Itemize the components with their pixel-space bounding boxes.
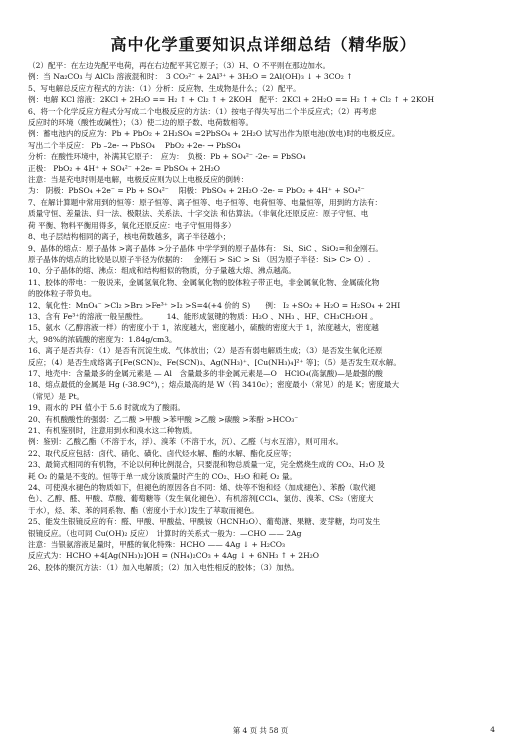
text-line: 22、取代反应包括：卤代、硝化、磺化、卤代烃水解、酯的水解、酯化反应等； (28, 448, 296, 458)
text-line: 17、地壳中：含量最多的金属元素是 — Al 含量最多的非金属元素是—O HClO₄(高氯酸)—是最强的酸 (28, 368, 383, 378)
text-line: 23、最简式相同的有机物，不论以何种比例混合，只要混和物总质量一定，完全燃烧生成的 CO₂、H₂O 及 (28, 460, 385, 470)
text-line: 色）、乙醇、醛、甲酸、草酸、葡萄糖等（发生氧化褪色）、有机溶剂[CCl₄、氯仿、溴苯、CS₂（密度大 (28, 494, 374, 504)
text-line: 21、有机鉴别时，注意用到水和溴水这二种物质。 (28, 426, 198, 435)
text-line: 注意：当银氨溶液足量时，甲醛的氧化特殊：HCHO —— 4Ag ↓ + H₂CO₃ (28, 540, 286, 550)
text-line: 反应时的环境（酸性或碱性）；（3）使二边的原子数、电荷数相等。 (28, 118, 254, 128)
text-line: 耗 O₂ 的量是不变的。恒等于单一成分该质量时产生的 CO₂、H₂O 和耗 O₂ 量。 (28, 471, 298, 481)
text-line: 大，98%的浓硫酸的密度为：1.84g/cm3。 (28, 334, 177, 344)
text-line: 16、离子是否共存：（1）是否有沉淀生成、气体放出；（2）是否有弱电解质生成；（3）是否发生氧化还原 (28, 346, 383, 356)
text-line: 11、胶体的带电：一般说来，金属氢氧化物、金属氧化物的胶体粒子带正电，非金属氧化物、金属硫化物 (28, 277, 380, 287)
text-line: 例：当 Na₂CO₃ 与 AlCl₃ 溶液混和时： 3 CO₃²⁻ + 2Al³⁺ + 3H₂O = 2Al(OH)₃ ↓ + 3CO₂ ↑ (28, 72, 353, 82)
text-line: 10、分子晶体的熔、沸点：组成和结构相似的物质，分子量越大熔、沸点越高。 (28, 266, 296, 276)
text-line: （2）配平：在左边先配平电荷，再在右边配平其它原子；（3）H、O 不平则在那边加水。 (28, 61, 331, 70)
text-line: 19、雨水的 PH 值小于 5.6 时就成为了酸雨。 (28, 403, 186, 413)
page-title: 高中化学重要知识点详细总结（精华版） (110, 35, 417, 54)
text-line: 写出二个半反应： Pb –2e- → PbSO₄ PbO₂ +2e- → PbSO₄ (28, 140, 241, 150)
page-footer: 第 4 页 共 58 页 (232, 726, 289, 735)
text-line: 5、写电解总反应方程式的方法：（1）分析：反应物、生成物是什么；（2）配平。 (28, 83, 301, 93)
text-line: 例：蓄电池内的反应为：Pb + PbO₂ + 2H₂SO₄ =2PbSO₄ + 2H₂O 试写出作为原电池(放电)时的电极反应。 (28, 129, 400, 139)
text-line: 18、熔点最低的金属是 Hg (-38.9C°)，；熔点最高的是 W（钨 3410c）；密度最小（常见）的是 K；密度最大 (28, 380, 400, 390)
page-number: 4 (490, 725, 495, 734)
text-line: 质量守恒、差量法、归一法、极限法、关系法、十字交法 和估算法。（非氧化还原反应：原子守恒、电 (28, 209, 369, 219)
text-line: 原子晶体的熔点的比较是以原子半径为依据的： 金刚石 > SiC > Si （因为原子半径：Si> C> O）. (28, 254, 371, 264)
text-line: （常见）是 Pt。 (28, 391, 85, 401)
text-line: 25、能发生银镜反应的有：醛、甲酸、甲酸盐、甲酰铵（HCNH₂O）、葡萄溏、果糖、麦芽糖，均可发生 (28, 517, 381, 527)
text-line: 9、晶体的熔点：原子晶体 >离子晶体 >分子晶体 中学学到的原子晶体有： Si、SiC 、SiO₂=和金刚石。 (28, 243, 383, 253)
text-line: 7、在解计算题中常用到的恒等：原子恒等、离子恒等、电子恒等、电荷恒等、电量恒等，用到的方法有： (28, 197, 383, 207)
text-line: 例：鉴别：乙酸乙酯（不溶于水，浮）、溴苯（不溶于水，沉）、乙醛（与水互溶），则可用水。 (28, 437, 344, 447)
text-line: 为： 阴极：PbSO₄ +2e⁻ = Pb + SO₄²⁻ 阳极：PbSO₄ + 2H₂O -2e- = PbO₂ + 4H⁺ + SO₄²⁻ (28, 186, 365, 196)
text-line: 20、有机酸酸性的强弱：乙二酸 >甲酸 >苯甲酸 >乙酸 >碳酸 >苯酚 >HCO₃⁻ (28, 414, 299, 424)
text-line: 6、将一个化学反应方程式分写成二个电极反应的方法：（1）按电子得失写出二个半反应式；（2）再考虑 (28, 106, 377, 116)
text-line: 反应式为：HCHO +4[Ag(NH₃)₂]OH = (NH₄)₂CO₃ + 4Ag ↓ + 6NH₃ ↑ + 2H₂O (28, 551, 319, 561)
text-line: 分析：在酸性环境中，补满其它原子： 应为： 负极：Pb + SO₄²⁻ -2e- = PbSO₄ (28, 152, 306, 162)
text-line: 的胶体粒子带负电。 (28, 289, 97, 299)
text-line: 24、可使溴水褪色的物质如下，但褪色的原因各自不同：烯、炔等不饱和烃（加成褪色）、苯酚（取代褪 (28, 483, 376, 493)
content-body (28, 60, 499, 573)
text-line: 于水），烃、苯、苯的同系物、酯（密度小于水）]发生了萃取而褪色。 (28, 505, 259, 515)
text-line: 26、胶体的聚沉方法：（1）加入电解质；（2）加入电性相反的胶体；（3）加热。 (28, 562, 299, 572)
text-line: 8、电子层结构相同的离子，核电荷数越多，离子半径越小； (28, 232, 231, 242)
text-line: 例：电解 KCl 溶液：2KCl + 2H₂O == H₂ ↑ + Cl₂ ↑ + 2KOH 配平：2KCl + 2H₂O == H₂ ↑ + Cl₂ ↑ + 2KOH (28, 95, 435, 105)
text-line: 荷 平衡、物料平衡用得多，氧化还原反应：电子守恒用得多） (28, 220, 236, 230)
text-line: 反应；（4）是否生成络离子[Fe(SCN)₂、Fe(SCN)₃、Ag(NH₃)⁺、[Cu(NH₃)₄]²⁺ 等]；（5）是否发生双水解。 (28, 357, 401, 367)
text-line: 注意：当是充电时则是电解，电极反应则为以上电极反应的倒转： (28, 175, 249, 185)
text-line: 正极： PbO₂ + 4H⁺ + SO₄²⁻ +2e- = PbSO₄ + 2H₂O (28, 163, 221, 173)
text-line: 13、含有 Fe³⁺的溶液一般呈酸性。 14、能形成氢键的物质：H₂O 、NH₃ 、HF、CH₃CH₂OH 。 (28, 311, 378, 321)
text-line: 银镜反应。（也可同 Cu(OH)₂ 反应） 计算时的关系式一般为：—CHO —— 2Ag (28, 528, 302, 538)
text-line: 15、氨水（乙醇溶液一样）的密度小于 1，浓度越大，密度越小，硫酸的密度大于 1，浓度越大，密度越 (28, 323, 379, 333)
text-line: 12、氧化性：MnO₄⁻ >Cl₂ >Br₂ >Fe³⁺ >I₂ >S=4(+4 价的 S) 例： I₂ +SO₂ + H₂O = H₂SO₄ + 2HI (28, 300, 401, 310)
